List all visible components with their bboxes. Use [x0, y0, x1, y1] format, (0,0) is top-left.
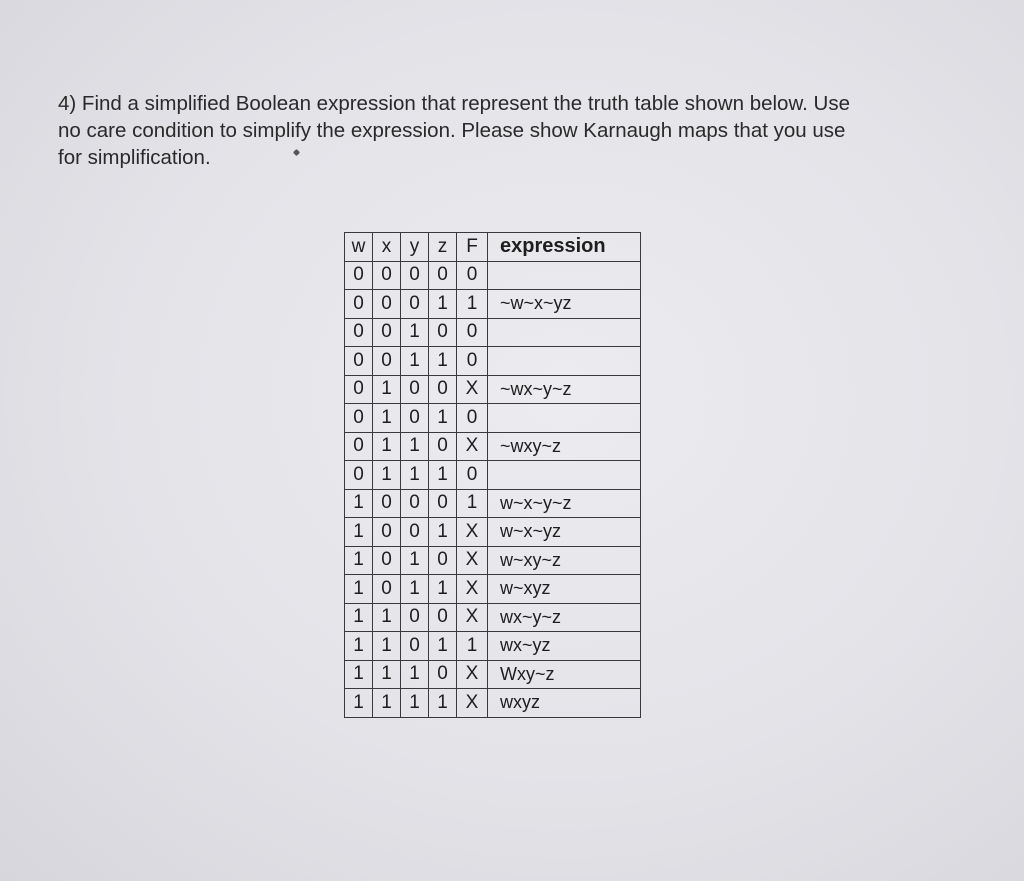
cell-f: X [457, 575, 488, 604]
table-row [345, 689, 641, 718]
cell-expression [488, 318, 641, 347]
cell-x: 0 [373, 347, 401, 376]
cell-f: X [457, 546, 488, 575]
cell-y: 1 [401, 660, 429, 689]
cell-y: 0 [401, 489, 429, 518]
cell-expression: wxyz [488, 689, 641, 718]
table-row [345, 575, 641, 604]
cell-expression: w~xy~z [488, 546, 641, 575]
table-row [345, 461, 641, 490]
cell-expression: ~wx~y~z [488, 375, 641, 404]
truth-table-body [345, 261, 641, 717]
cell-w: 1 [345, 603, 373, 632]
cell-expression: wx~y~z [488, 603, 641, 632]
cell-x: 1 [373, 461, 401, 490]
table-row [345, 603, 641, 632]
cell-x: 0 [373, 489, 401, 518]
cell-w: 0 [345, 432, 373, 461]
cell-f: 1 [457, 290, 488, 319]
cell-y: 0 [401, 261, 429, 290]
cell-z: 0 [429, 660, 457, 689]
table-row [345, 404, 641, 433]
cell-w: 1 [345, 518, 373, 547]
cell-w: 0 [345, 347, 373, 376]
cell-expression: Wxy~z [488, 660, 641, 689]
cell-f: 0 [457, 347, 488, 376]
cell-expression [488, 461, 641, 490]
cell-y: 1 [401, 432, 429, 461]
cell-expression: wx~yz [488, 632, 641, 661]
cell-z: 1 [429, 575, 457, 604]
cell-f: 1 [457, 632, 488, 661]
table-row [345, 489, 641, 518]
truth-table-header-row [345, 233, 641, 262]
cell-x: 1 [373, 432, 401, 461]
cell-w: 1 [345, 660, 373, 689]
cell-w: 0 [345, 461, 373, 490]
table-row [345, 347, 641, 376]
cell-y: 0 [401, 632, 429, 661]
table-row [345, 318, 641, 347]
cell-y: 1 [401, 689, 429, 718]
cell-x: 1 [373, 660, 401, 689]
cell-f: 1 [457, 489, 488, 518]
cell-f: 0 [457, 404, 488, 433]
cell-w: 1 [345, 489, 373, 518]
header-y: y [401, 233, 429, 262]
cell-w: 0 [345, 375, 373, 404]
cell-y: 1 [401, 461, 429, 490]
table-row [345, 375, 641, 404]
cell-y: 1 [401, 575, 429, 604]
table-row [345, 518, 641, 547]
question-line-1: 4) Find a simplified Boolean expression that represent the truth table shown below. Use [58, 92, 850, 115]
cell-f: 0 [457, 318, 488, 347]
cell-w: 1 [345, 632, 373, 661]
header-expression: expression [488, 233, 641, 262]
cell-x: 0 [373, 318, 401, 347]
header-w: w [345, 233, 373, 262]
cell-w: 0 [345, 404, 373, 433]
cell-f: 0 [457, 261, 488, 290]
cell-y: 0 [401, 290, 429, 319]
cell-y: 0 [401, 404, 429, 433]
question-text [58, 90, 978, 171]
cell-f: X [457, 660, 488, 689]
cell-x: 1 [373, 603, 401, 632]
table-row [345, 261, 641, 290]
cell-x: 1 [373, 404, 401, 433]
cell-f: X [457, 432, 488, 461]
cell-z: 0 [429, 261, 457, 290]
cell-z: 1 [429, 632, 457, 661]
cell-w: 0 [345, 290, 373, 319]
cell-z: 1 [429, 404, 457, 433]
cell-expression [488, 347, 641, 376]
table-row [345, 290, 641, 319]
cell-y: 0 [401, 375, 429, 404]
cell-x: 0 [373, 575, 401, 604]
header-x: x [373, 233, 401, 262]
cell-y: 0 [401, 603, 429, 632]
cell-f: X [457, 375, 488, 404]
cell-f: X [457, 518, 488, 547]
cell-x: 0 [373, 546, 401, 575]
cell-z: 1 [429, 347, 457, 376]
cell-z: 1 [429, 689, 457, 718]
cell-f: 0 [457, 461, 488, 490]
cell-expression [488, 261, 641, 290]
cell-z: 1 [429, 461, 457, 490]
truth-table [344, 232, 641, 718]
table-row [345, 546, 641, 575]
cell-w: 0 [345, 318, 373, 347]
cell-x: 1 [373, 375, 401, 404]
cell-w: 1 [345, 575, 373, 604]
cell-z: 1 [429, 290, 457, 319]
cell-f: X [457, 689, 488, 718]
table-row [345, 432, 641, 461]
cell-z: 0 [429, 489, 457, 518]
cell-expression: w~xyz [488, 575, 641, 604]
cell-z: 0 [429, 546, 457, 575]
cell-expression [488, 404, 641, 433]
question-line-3: for simplification. [58, 146, 211, 169]
cell-z: 0 [429, 432, 457, 461]
cell-f: X [457, 603, 488, 632]
cell-x: 0 [373, 518, 401, 547]
table-row [345, 660, 641, 689]
cell-x: 0 [373, 290, 401, 319]
cell-z: 0 [429, 375, 457, 404]
cell-y: 1 [401, 318, 429, 347]
cell-expression: w~x~yz [488, 518, 641, 547]
header-z: z [429, 233, 457, 262]
table-row [345, 632, 641, 661]
cell-z: 0 [429, 318, 457, 347]
cell-z: 1 [429, 518, 457, 547]
cell-expression: ~w~x~yz [488, 290, 641, 319]
cell-expression: ~wxy~z [488, 432, 641, 461]
cell-y: 1 [401, 546, 429, 575]
cell-w: 0 [345, 261, 373, 290]
cell-y: 1 [401, 347, 429, 376]
cell-w: 1 [345, 689, 373, 718]
question-line-2: no care condition to simplify the expression. Please show Karnaugh maps that you use [58, 119, 846, 142]
cell-x: 1 [373, 632, 401, 661]
cell-y: 0 [401, 518, 429, 547]
cell-expression: w~x~y~z [488, 489, 641, 518]
cell-x: 0 [373, 261, 401, 290]
header-f: F [457, 233, 488, 262]
cell-w: 1 [345, 546, 373, 575]
cell-z: 0 [429, 603, 457, 632]
cell-x: 1 [373, 689, 401, 718]
